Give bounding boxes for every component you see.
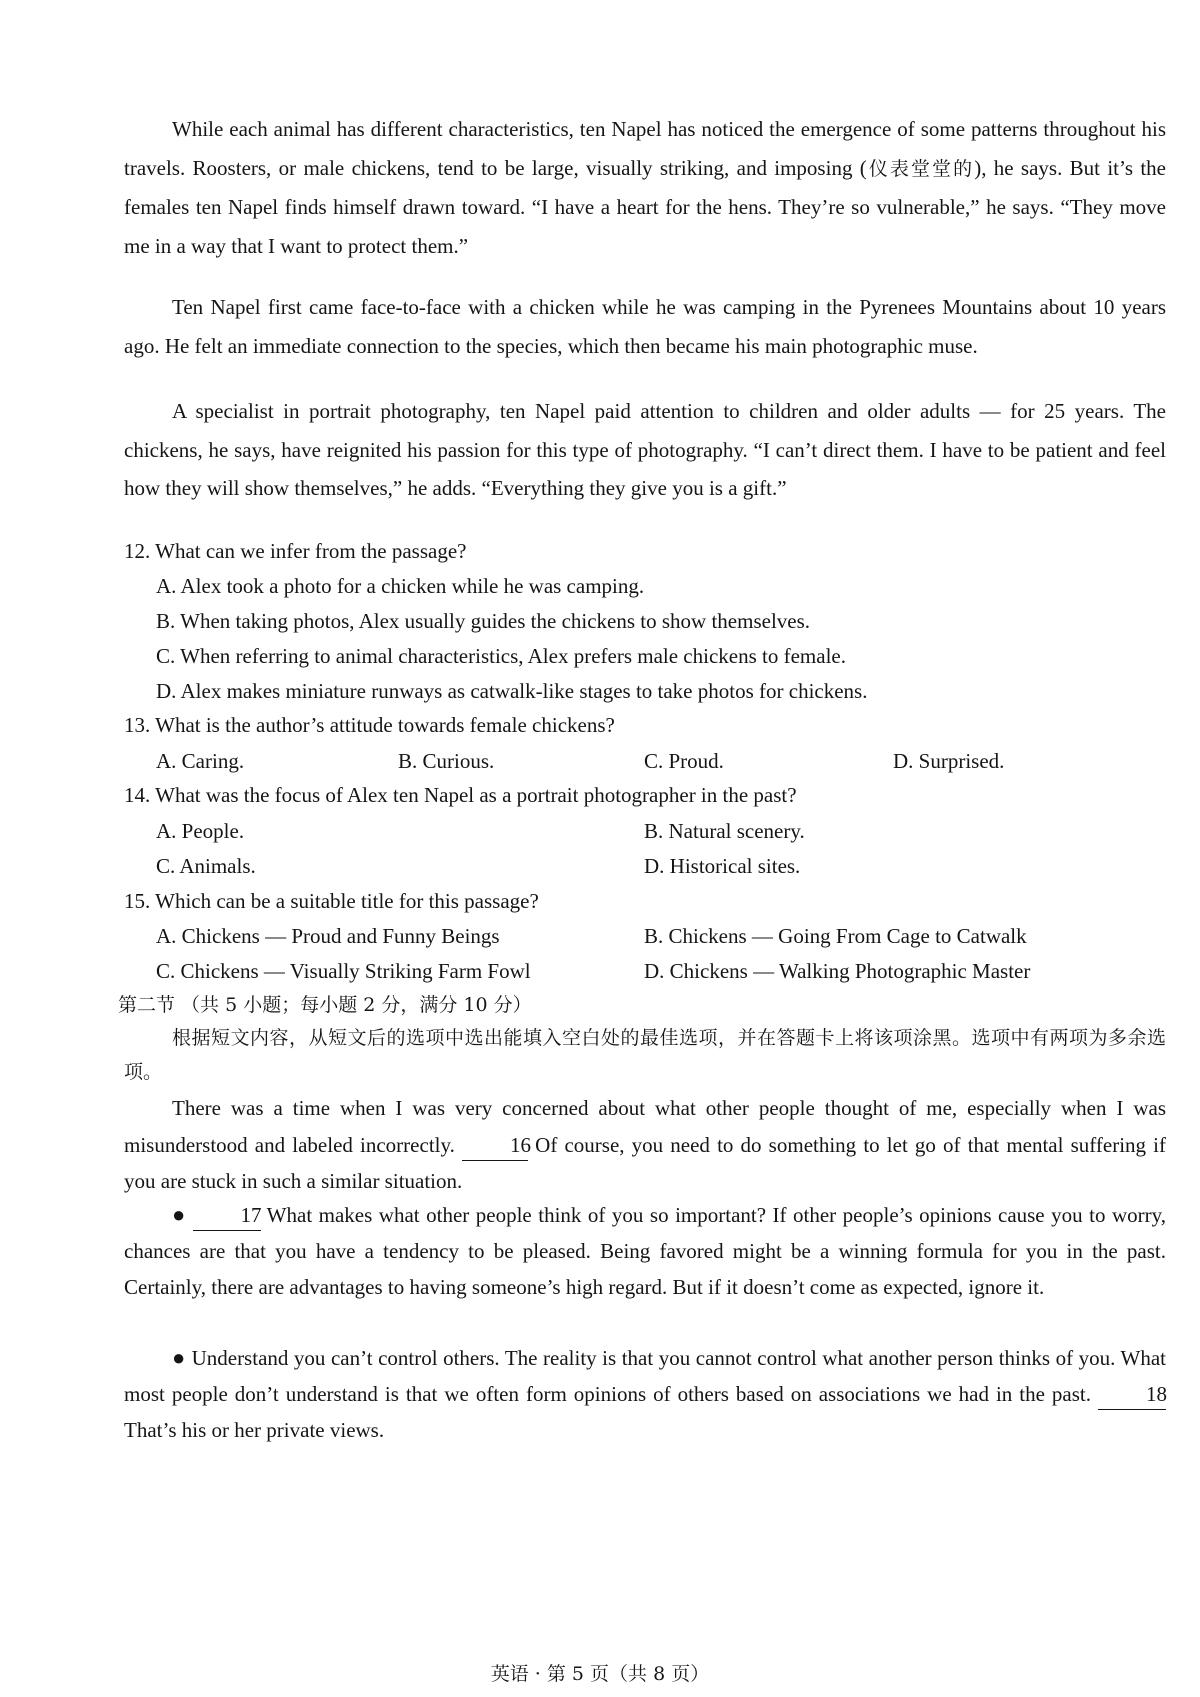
section-2-paragraph-3: ● Understand you can’t control others. The reality is that you cannot control what another person thinks of you. What most people don’t understand is that we often form opinions of others based on associations we had in the past. 18 That’s his or her private views. xyxy=(124,1345,1168,1442)
question-15-stem: 15. Which can be a suitable title for this passage? xyxy=(124,889,539,913)
question-14-option-c: C. Animals. xyxy=(156,854,256,878)
question-15-option-c: C. Chickens — Visually Striking Farm Fowl xyxy=(156,959,531,983)
question-13-stem: 13. What is the author’s attitude towards female chickens? xyxy=(124,713,615,737)
question-15-option-d: D. Chickens — Walking Photographic Master xyxy=(644,959,1031,983)
section-2-heading: 第二节 （共 5 小题；每小题 2 分，满分 10 分） xyxy=(118,994,532,1016)
question-13-option-b: B. Curious. xyxy=(398,749,495,773)
section-2-instruction: 根据短文内容，从短文后的选项中选出能填入空白处的最佳选项，并在答题卡上将该项涂黑。选项中有两项为多余选项。 xyxy=(124,1027,1166,1083)
passage-paragraph-3: A specialist in portrait photography, ten Napel paid attention to children and older adults — for 25 years. The chickens, he says, have reignited his passion for this type of photography. “I can’t direct them. I have to be patient and feel how they will show themselves,” he adds. “Everything they give you is a gift.” xyxy=(124,399,1166,501)
question-14-option-a: A. People. xyxy=(156,819,245,843)
question-14-stem: 14. What was the focus of Alex ten Napel as a portrait photographer in the past? xyxy=(124,783,797,807)
question-13-option-a: A. Caring. xyxy=(156,749,245,773)
blank-17: 17 xyxy=(193,1200,261,1231)
bullet-icon: ● xyxy=(172,1345,186,1370)
chinese-gloss: 仪表堂堂的 xyxy=(866,157,975,180)
question-14-option-b: B. Natural scenery. xyxy=(644,819,805,843)
section-2-paragraph-2: ● 17 What makes what other people think of you so important? If other people’s opinions cause you to worry, chances are that you have a tendency to be pleased. Being favored might be a winning formula for you in the past. Certainly, there are advantages to having someone’s high regard. But if it doesn’t come as expected, ignore it. xyxy=(124,1202,1167,1299)
question-15-option-b: B. Chickens — Going From Cage to Catwalk xyxy=(644,924,1027,948)
question-13-option-c: C. Proud. xyxy=(644,749,724,773)
passage-paragraph-1: While each animal has different characteristics, ten Napel has noticed the emergence of some patterns throughout his travels. Roosters, or male chickens, tend to be large, visually striking, and imposing (仪表堂堂的), he says. But it’s the females ten Napel finds himself drawn toward. “I have a heart for the hens. They’re so vulnerable,” he says. “They move me in a way that I want to protect them.” xyxy=(124,117,1166,258)
blank-18: 18 xyxy=(1098,1379,1166,1410)
question-12-option-c: C. When referring to animal characteristics, Alex prefers male chickens to female. xyxy=(156,644,846,668)
question-12-stem: 12. What can we infer from the passage? xyxy=(124,539,467,563)
question-15-option-a: A. Chickens — Proud and Funny Beings xyxy=(156,924,500,948)
page-footer: 英语 · 第 5 页（共 8 页） xyxy=(490,1663,710,1685)
blank-16: 16 xyxy=(462,1130,528,1161)
passage-paragraph-2: Ten Napel first came face-to-face with a chicken while he was camping in the Pyrenees Mountains about 10 years ago. He felt an immediate connection to the species, which then became his main photographic muse. xyxy=(124,295,1166,358)
question-12-option-b: B. When taking photos, Alex usually guides the chickens to show themselves. xyxy=(156,609,811,633)
question-13-option-d: D. Surprised. xyxy=(893,749,1005,773)
section-2-paragraph-1: There was a time when I was very concerned about what other people thought of me, especially when I was misunderstood and labeled incorrectly. 16 Of course, you need to do something to let go of that mental suffering if you are stuck in such a similar situation. xyxy=(124,1096,1166,1193)
question-14-option-d: D. Historical sites. xyxy=(644,854,801,878)
question-12-option-a: A. Alex took a photo for a chicken while he was camping. xyxy=(156,574,645,598)
bullet-icon: ● xyxy=(172,1202,187,1227)
question-12-option-d: D. Alex makes miniature runways as catwalk-like stages to take photos for chickens. xyxy=(156,679,868,703)
